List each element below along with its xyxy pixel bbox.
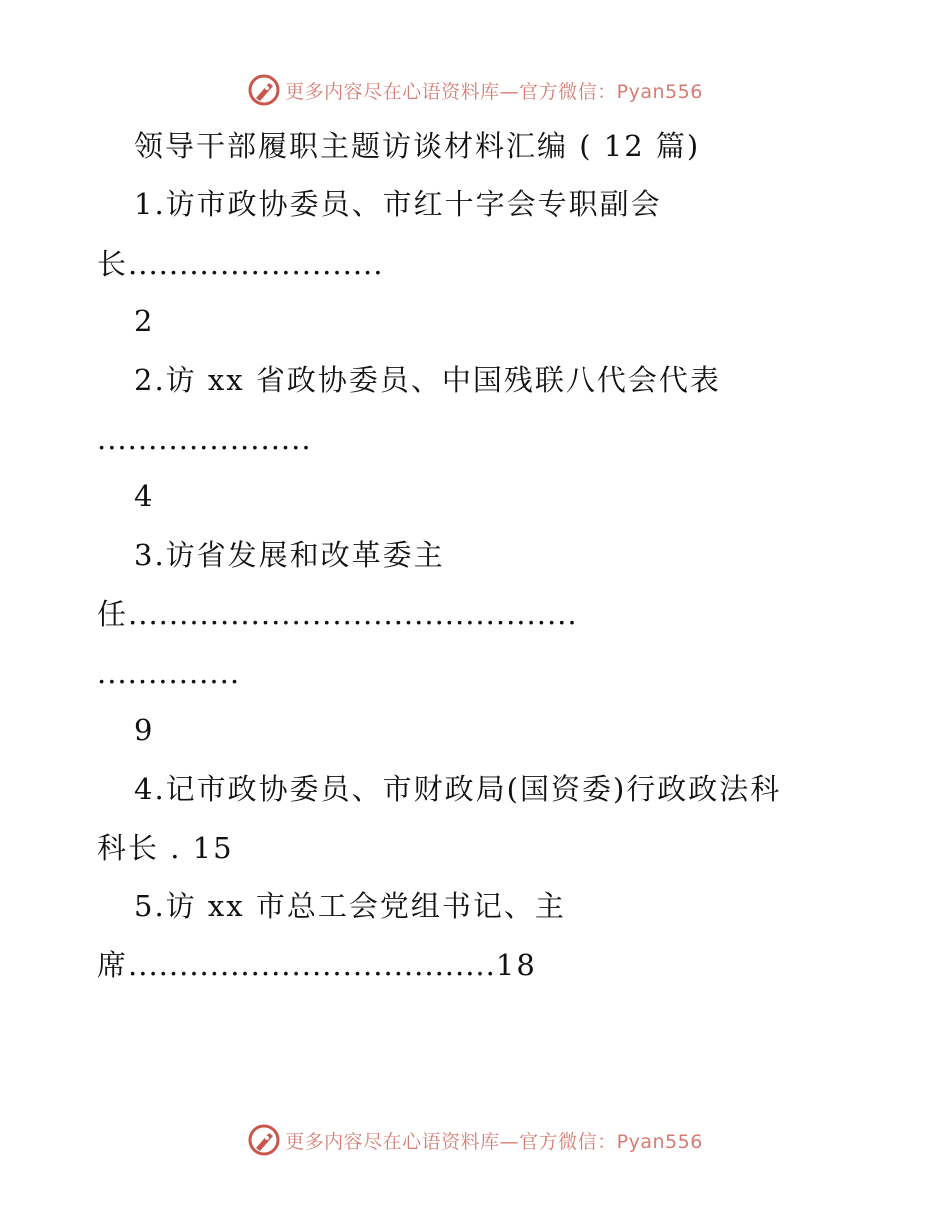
watermark-text: 更多内容尽在心语资料库—官方微信：Pyan556 [285, 80, 703, 103]
toc-entry-3-page: 9 [134, 713, 155, 747]
toc-entry-3-label: 3.访省发展和改革委主 [134, 538, 445, 572]
toc-entry-3-dots-cont: .............. [97, 656, 241, 690]
pen-logo-icon [247, 1123, 281, 1157]
toc-entry-1-leader [97, 247, 384, 281]
toc-entry-2-label: 2.访 xx 省政协委员、中国残联八代会代表 [134, 363, 721, 397]
toc-entry-4-label-cont: 科长 . 15 [97, 831, 234, 865]
toc-entry-5-leader [97, 948, 537, 982]
toc-entry-5-label-cont: 席 [97, 948, 129, 982]
toc-entry-1-page: 2 [134, 304, 155, 338]
watermark-text: 更多内容尽在心语资料库—官方微信：Pyan556 [285, 1130, 703, 1153]
footer-watermark [0, 1120, 950, 1160]
header-watermark [0, 70, 950, 110]
toc-entry-5-page: 18 [495, 948, 537, 982]
toc-entry-1-label-cont: 长 [97, 247, 129, 281]
toc-entry-3-leader [97, 597, 578, 631]
toc-entry-5-label: 5.访 xx 市总工会党组书记、主 [134, 889, 566, 923]
toc-entry-1-dots: ......................... [128, 247, 384, 281]
toc-entry-3-dots: ............................................ [128, 597, 578, 631]
toc-entry-1-label: 1.访市政协委员、市红十字会专职副会 [134, 187, 662, 221]
toc-entry-3-label-cont: 任 [97, 597, 129, 631]
pen-logo-icon [247, 73, 281, 107]
toc-entry-2-dots: ..................... [97, 422, 312, 456]
toc-entry-2-page: 4 [134, 479, 155, 513]
document-title: 领导干部履职主题访谈材料汇编 ( 12 篇) [134, 129, 701, 163]
toc-entry-5-dots: .................................... [128, 948, 496, 982]
toc-entry-4-label: 4.记市政协委员、市财政局(国资委)行政政法科 [134, 772, 782, 806]
